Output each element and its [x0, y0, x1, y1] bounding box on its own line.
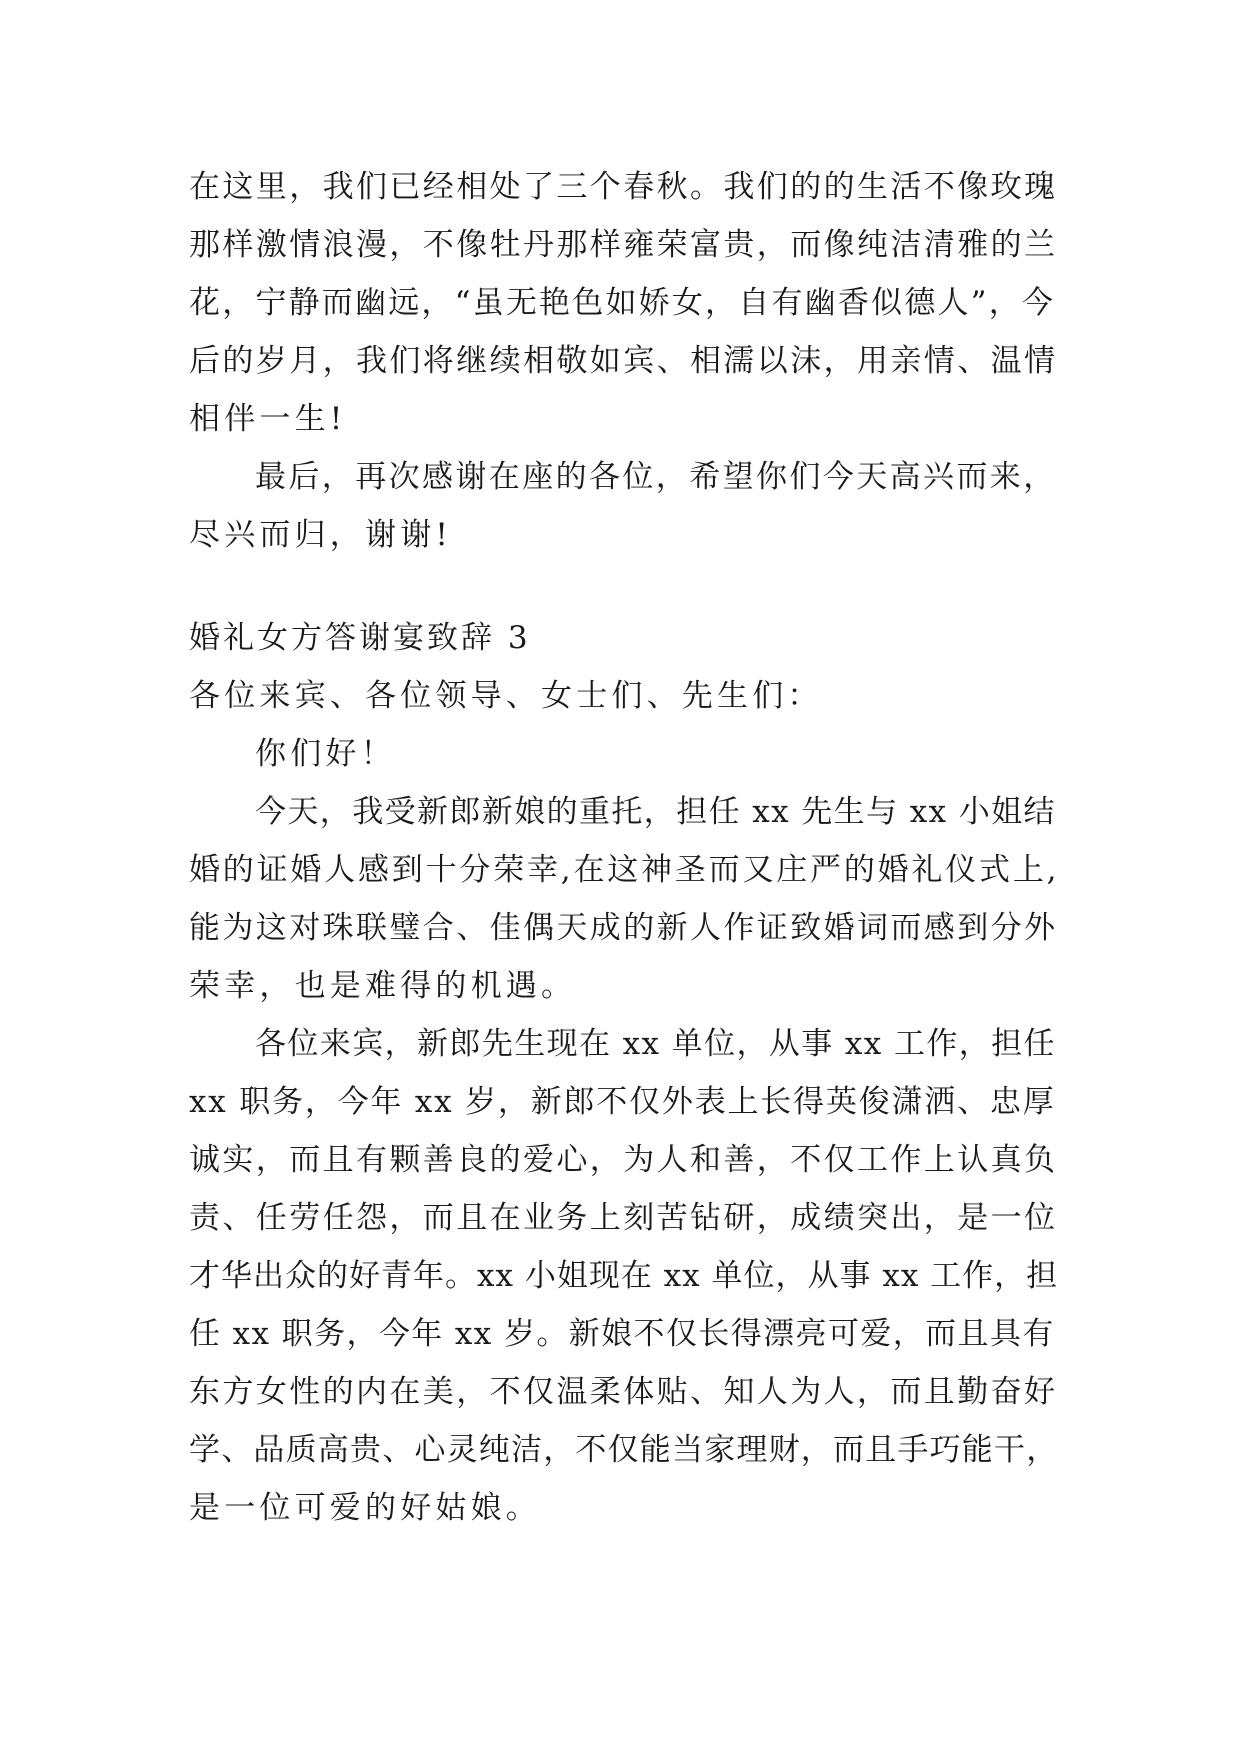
paragraph-line: 后的岁月，我们将继续相敬如宾、相濡以沫，用亲情、温情	[189, 343, 1058, 379]
paragraph-line: 相伴一生!	[189, 401, 347, 437]
salutation-line: 各位来宾、各位领导、女士们、先生们：	[189, 678, 823, 714]
paragraph-line: 最后，再次感谢在座的各位，希望你们今天高兴而来，	[255, 459, 1057, 495]
paragraph-line: 是一位可爱的好姑娘。	[189, 1490, 541, 1526]
paragraph-line: 今天，我受新郎新娘的重托，担任 xx 先生与 xx 小姐结	[255, 794, 1056, 830]
paragraph-line: xx 职务，今年 xx 岁，新郎不仅外表上长得英俊潇洒、忠厚	[189, 1084, 1056, 1120]
paragraph-line: 学、品质高贵、心灵纯洁，不仅能当家理财，而且手巧能干，	[189, 1432, 1059, 1468]
paragraph-line: 任 xx 职务，今年 xx 岁。新娘不仅长得漂亮可爱，而且具有	[189, 1316, 1055, 1352]
paragraph-line: 才华出众的好青年。xx 小姐现在 xx 单位，从事 xx 工作，担	[189, 1258, 1059, 1294]
paragraph-line: 尽兴而归，谢谢!	[189, 517, 453, 553]
paragraph-line: 各位来宾，新郎先生现在 xx 单位，从事 xx 工作，担任	[255, 1026, 1056, 1062]
paragraph-line: 荣幸，也是难得的机遇。	[189, 968, 577, 1004]
greeting-line: 你们好！	[255, 736, 396, 772]
paragraph-line: 婚的证婚人感到十分荣幸,在这神圣而又庄严的婚礼仪式上,	[189, 852, 1060, 888]
paragraph-line: 诚实，而且有颗善良的爱心，为人和善，不仅工作上认真负	[189, 1142, 1058, 1178]
paragraph-line: 在这里，我们已经相处了三个春秋。我们的的生活不像玫瑰	[189, 169, 1058, 205]
section-heading: 婚礼女方答谢宴致辞 3	[189, 620, 531, 656]
paragraph-line: 责、任劳任怨，而且在业务上刻苦钻研，成绩突出，是一位	[189, 1200, 1058, 1236]
paragraph-line: 能为这对珠联璧合、佳偶天成的新人作证致婚词而感到分外	[189, 910, 1058, 946]
paragraph-line: 东方女性的内在美，不仅温柔体贴、知人为人，而且勤奋好	[189, 1374, 1058, 1410]
paragraph-line: 花，宁静而幽远，“虽无艳色如娇女，自有幽香似德人”，今	[189, 285, 1056, 321]
paragraph-line: 那样激情浪漫，不像牡丹那样雍荣富贵，而像纯洁清雅的兰	[189, 227, 1058, 263]
